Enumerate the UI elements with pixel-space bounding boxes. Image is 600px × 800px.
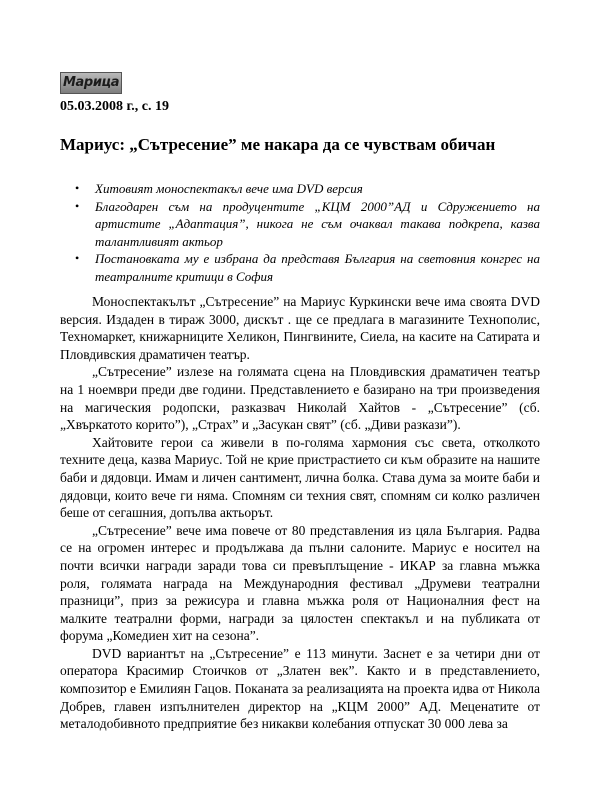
summary-bullet-text: Благодарен съм на продуцентите „КЦМ 2000”АД и Сдружението на артистите „Адаптация”, никога не съм очаквал такава подкрепа, казва талантливият актьор (95, 198, 540, 249)
logo-text: Марица (63, 75, 120, 90)
summary-bullets (75, 180, 540, 285)
newspaper-logo (60, 72, 122, 94)
summary-bullet (75, 250, 540, 285)
article-paragraph: „Сътресение” вече има повече от 80 представления из цяла България. Радва се на огромен интерес и продължава да пълни салоните. Мариус е носител на почти всички награди заради това си превъплъщение - ИКАР за главна мъжка роля, голямата награда на Международния фестивал „Друмеви театрални празници”, приз за режисура и главна мъжка роля от Националния фест на малките театрални форми, награди за цялостен спектакъл и на публиката от форума „Комедиен хит на сезона”. (60, 522, 540, 644)
summary-bullet-text: Хитовият моноспектакъл вече има DVD версия (95, 181, 363, 196)
dateline: 05.03.2008 г., с. 19 (60, 99, 169, 114)
bullet-icon: • (75, 251, 80, 265)
article-paragraph: Хайтовите герои са живели в по-голяма хармония със света, отколкото техните деца, казва Мариус. Той не крие пристрастието си към образите на нашите баби и дядовци. Имам и личен сантимент, лична болка. Става дума за моите баби и дядовци, които вече ги няма. Спомням си техния свят, спомням си колко различен беше от сегашния, допълва актьорът. (60, 434, 540, 521)
article-paragraph: Моноспектакълът „Сътресение” на Мариус Куркински вече има своята DVD версия. Издаден в тираж 3000, дискът . ще се предлага в магазините Технополис, Техномаркет, книжарниците Хеликон, Пингвините, Сиела, на касите на Сатирата и Пловдивския драматичен театър. (60, 294, 540, 362)
summary-bullet-text: Постановката му е избрана да представя България на световния конгрес на театралните критици в София (95, 251, 540, 284)
article-paragraph: DVD вариантът на „Сътресение” е 113 минути. Заснет е за четири дни от оператора Красимир Стоичков от „Златен век”. Както и в представлението, композитор е Емилиян Гацов. Поканата за реализацията на проекта идва от Никола Добрев, главен изпълнителен директор на „КЦМ 2000” АД. Меценатите от металодобивното предприятие без никакви колебания отпускат 30 000 лева за (60, 645, 540, 732)
bullet-icon: • (75, 181, 80, 195)
article-body (60, 293, 540, 733)
bullet-icon: • (75, 198, 80, 213)
summary-bullet (75, 180, 540, 198)
article-paragraph: „Сътресение” излезе на голямата сцена на Пловдивския драматичен театър на 1 ноември преди две години. Представлението е базирано на три произведения на магическия родопски, разказвач Николай Хайтов - „Сътресение” (сб. „Хвъркатото корито”), „Страх” и „Засукан свят” (сб. „Диви разкази”). (60, 364, 540, 433)
article-headline: Мариус: „Сътресение” ме накара да се чувствам обичан (60, 135, 496, 154)
summary-bullet (75, 198, 540, 251)
